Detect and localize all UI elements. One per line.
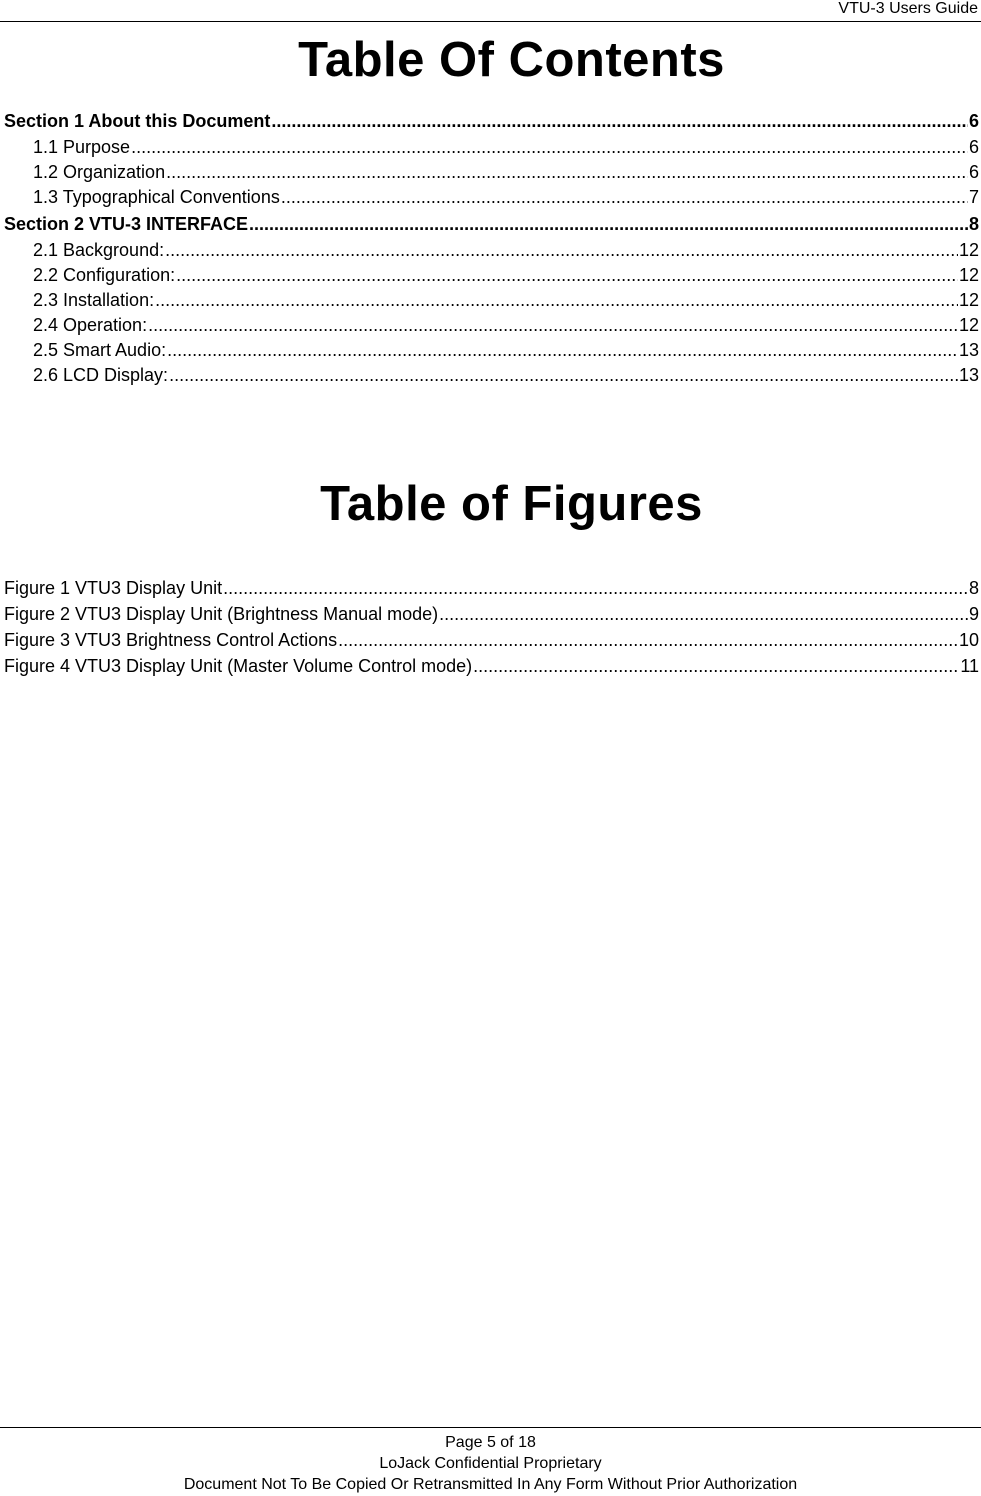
toc-heading: Table Of Contents <box>298 33 725 87</box>
toc-entry-page: 6 <box>968 137 979 157</box>
dot-leader <box>281 185 968 210</box>
page-header <box>0 0 981 22</box>
tof-entry-page: 8 <box>968 578 979 598</box>
toc-entry-page: 12 <box>958 265 979 285</box>
toc-entry-page: 12 <box>958 290 979 310</box>
toc-entry-page: 6 <box>968 111 979 131</box>
toc-entry-label: 1.3 Typographical Conventions <box>33 187 280 207</box>
tof-entry-label: Figure 3 VTU3 Brightness Control Actions <box>4 630 338 650</box>
toc-entry-section-1[interactable] <box>4 107 979 135</box>
tof-heading: Table of Figures <box>320 477 703 531</box>
toc-entry-2-5[interactable] <box>4 338 979 363</box>
toc-entry-label: 2.4 Operation: <box>33 315 148 335</box>
toc-entry-label: 2.1 Background: <box>33 240 165 260</box>
dot-leader <box>165 238 958 263</box>
dot-leader <box>176 263 958 288</box>
tof-entry-page: 11 <box>960 656 979 676</box>
dot-leader <box>131 135 968 160</box>
dot-leader <box>166 160 968 185</box>
toc-entry-1-3[interactable] <box>4 185 979 210</box>
copy-restriction-notice: Document Not To Be Copied Or Retransmitted In Any Form Without Prior Authorization <box>183 1476 798 1493</box>
toc-entry-2-2[interactable] <box>4 263 979 288</box>
dot-leader <box>167 338 958 363</box>
dot-leader <box>249 210 968 238</box>
dot-leader <box>338 627 958 653</box>
toc-entry-2-6[interactable] <box>4 363 979 388</box>
toc-entry-label: 2.5 Smart Audio: <box>33 340 167 360</box>
toc-entry-page: 6 <box>968 162 979 182</box>
table-of-contents <box>4 107 979 388</box>
toc-entry-label: Section 1 About this Document <box>4 111 271 131</box>
dot-leader <box>473 653 959 679</box>
tof-entry-label: Figure 2 VTU3 Display Unit (Brightness Manual mode) <box>4 604 439 624</box>
dot-leader <box>169 363 958 388</box>
toc-entry-2-3[interactable] <box>4 288 979 313</box>
page-footer <box>0 1427 981 1495</box>
dot-leader <box>439 601 968 627</box>
toc-entry-label: Section 2 VTU-3 INTERFACE <box>4 214 249 234</box>
toc-entry-2-4[interactable] <box>4 313 979 338</box>
tof-entry-page: 10 <box>958 630 979 650</box>
tof-entry-figure-1[interactable] <box>4 575 979 601</box>
dot-leader <box>271 107 968 135</box>
tof-entry-page: 9 <box>968 604 979 624</box>
toc-entry-label: 2.2 Configuration: <box>33 265 176 285</box>
page-number: Page 5 of 18 <box>445 1434 536 1451</box>
toc-entry-section-2[interactable] <box>4 210 979 238</box>
toc-entry-page: 12 <box>958 240 979 260</box>
dot-leader <box>223 575 968 601</box>
toc-entry-page: 13 <box>958 340 979 360</box>
toc-entry-page: 7 <box>968 187 979 207</box>
confidentiality-notice: LoJack Confidential Proprietary <box>379 1455 602 1472</box>
toc-entry-label: 2.6 LCD Display: <box>33 365 169 385</box>
document-title: VTU-3 Users Guide <box>838 0 978 17</box>
toc-entry-page: 8 <box>968 214 979 234</box>
toc-entry-1-2[interactable] <box>4 160 979 185</box>
tof-entry-figure-4[interactable] <box>4 653 979 679</box>
toc-entry-page: 12 <box>958 315 979 335</box>
tof-entry-label: Figure 1 VTU3 Display Unit <box>4 578 223 598</box>
toc-entry-label: 1.1 Purpose <box>33 137 131 157</box>
table-of-figures <box>4 575 979 679</box>
toc-entry-page: 13 <box>958 365 979 385</box>
dot-leader <box>155 288 958 313</box>
toc-entry-2-1[interactable] <box>4 238 979 263</box>
toc-entry-label: 2.3 Installation: <box>33 290 155 310</box>
dot-leader <box>148 313 958 338</box>
toc-entry-label: 1.2 Organization <box>33 162 166 182</box>
tof-entry-figure-3[interactable] <box>4 627 979 653</box>
tof-entry-figure-2[interactable] <box>4 601 979 627</box>
toc-entry-1-1[interactable] <box>4 135 979 160</box>
tof-entry-label: Figure 4 VTU3 Display Unit (Master Volume Control mode) <box>4 656 473 676</box>
